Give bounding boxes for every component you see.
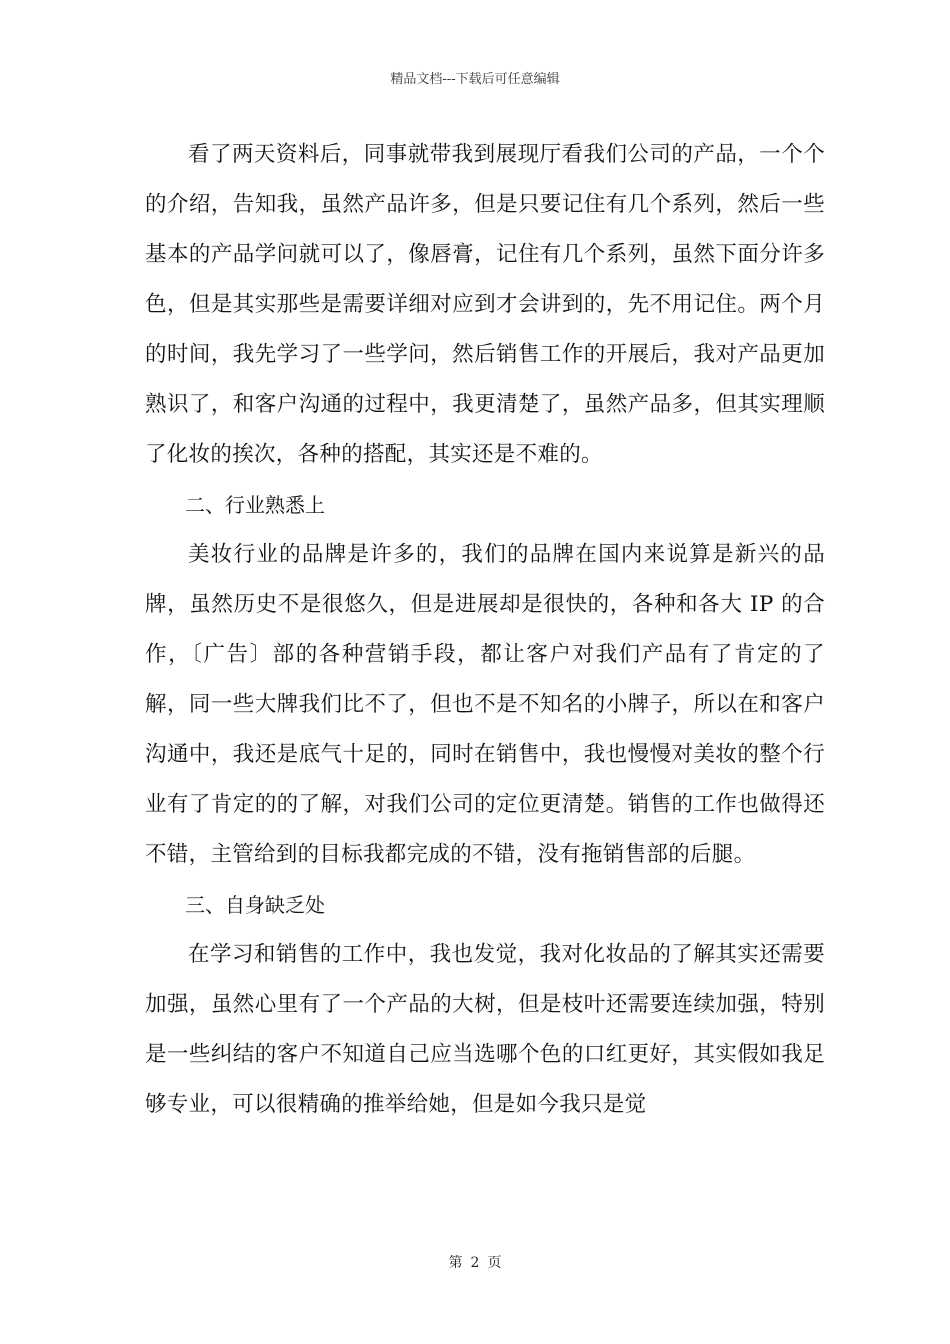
- page-footer: [0, 1252, 950, 1272]
- section-heading-2: 二、行业熟悉上: [185, 493, 325, 517]
- page-header: [0, 68, 950, 87]
- page-number: 2: [470, 1255, 480, 1271]
- document-body: [145, 130, 825, 1130]
- page-label-suffix: 页: [487, 1255, 502, 1271]
- paragraph-3: 在学习和销售的工作中，我也发觉，我对化妆品的了解其实还需要加强，虽然心里有了一个产品的大树，但是枝叶还需要连续加强，特别是一些纠结的客户不知道自己应当选哪个色的口红更好，其实假如我足够专业，可以很精确的推举给她，但是如今我只是觉: [145, 942, 825, 1117]
- header-text: 精品文档---下载后可任意编辑: [390, 72, 560, 87]
- paragraph-1: 看了两天资料后，同事就带我到展现厅看我们公司的产品，一个个的介绍，告知我，虽然产品许多，但是只要记住有几个系列，然后一些基本的产品学问就可以了，像唇膏，记住有几个系列，虽然下面分许多色，但是其实那些是需要详细对应到才会讲到的，先不用记住。两个月的时间，我先学习了一些学问，然后销售工作的开展后，我对产品更加熟识了，和客户沟通的过程中，我更清楚了，虽然产品多，但其实理顺了化妆的挨次，各种的搭配，其实还是不难的。: [145, 142, 825, 467]
- section-heading-3: 三、自身缺乏处: [185, 893, 325, 917]
- page-label-prefix: 第: [448, 1255, 463, 1271]
- paragraph-2: 美妆行业的品牌是许多的，我们的品牌在国内来说算是新兴的品牌，虽然历史不是很悠久，但是进展却是很快的，各种和各大 IP 的合作，〔广告〕部的各种营销手段，都让客户对我们产品有了肯定的了解，同一些大牌我们比不了，但也不是不知名的小牌子，所以在和客户沟通中，我还是底气十足的，同时在销售中，我也慢慢对美妆的整个行业有了肯定的的了解，对我们公司的定位更清楚。销售的工作也做得还不错，主管给到的目标我都完成的不错，没有拖销售部的后腿。: [145, 542, 825, 867]
